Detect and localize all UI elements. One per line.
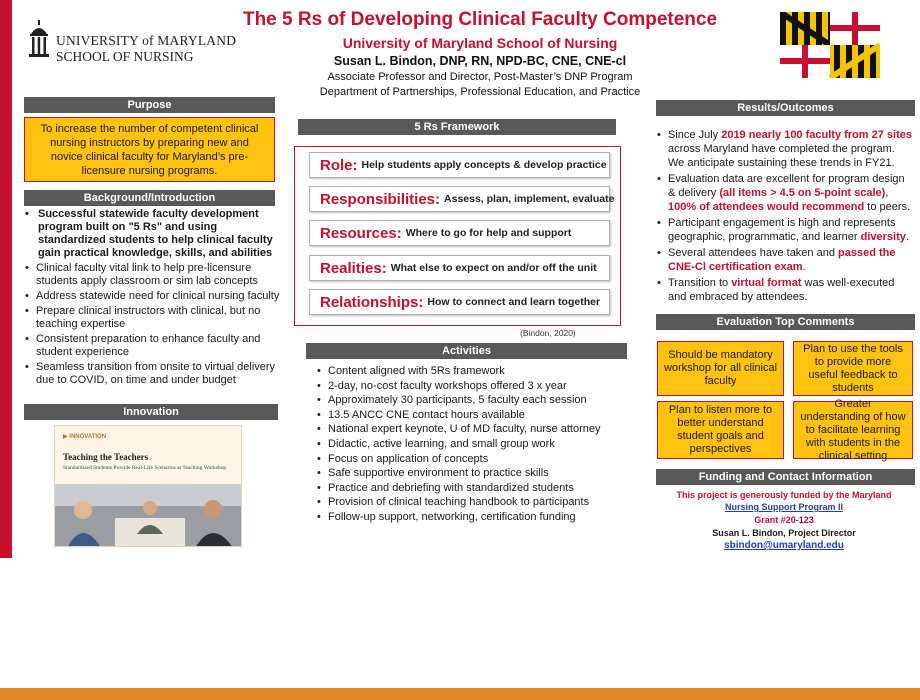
list-item: • Evaluation data are excellent for program design & delivery (all items > 4.5 on 5-point scale), 100% of attendees would recommend to peers. <box>656 172 914 214</box>
purpose-heading: Purpose <box>24 97 275 113</box>
list-item: • 13.5 ANCC CNE contact hours available <box>316 409 636 422</box>
funding-grant: Grant #20-123 <box>754 515 814 525</box>
background-heading: Background/Introduction <box>24 190 275 206</box>
list-item: • Successful statewide faculty development program built on "5 Rs" and using standardized students to help clinical faculty gain practical knowledge, skills, and abilities <box>24 208 284 260</box>
purpose-box <box>24 117 275 182</box>
list-item: • National expert keynote, U of MD faculty, nurse attorney <box>316 423 636 436</box>
list-item: • Participant engagement is high and represents geographic, programmatic, and learner diversity. <box>656 216 914 244</box>
funding-director: Susan L. Bindon, Project Director <box>712 528 856 538</box>
innovation-heading: Innovation <box>24 404 278 420</box>
list-item: • Prepare clinical instructors with clinical, but no teaching expertise <box>24 305 284 331</box>
innovation-article-image <box>54 425 242 547</box>
list-item: • Practice and debriefing with standardized students <box>316 482 636 495</box>
innovation-image-tag: ▶ INNOVATION <box>63 434 107 440</box>
list-item: • Address statewide need for clinical nursing faculty <box>24 290 284 303</box>
logo-line2: SCHOOL OF NURSING <box>56 49 194 64</box>
framework-citation: (Bindon, 2020) <box>520 328 576 338</box>
framework-heading: 5 Rs Framework <box>298 119 616 135</box>
poster-title: The 5 Rs of Developing Clinical Faculty Competence <box>242 9 718 30</box>
workshop-photo <box>55 484 242 547</box>
list-item: • Provision of clinical teaching handbook to participants <box>316 496 636 509</box>
list-item: • Approximately 30 participants, 5 faculty each session <box>316 394 636 407</box>
framework-item-relationships: Relationships: How to connect and learn together <box>309 289 610 315</box>
list-item: • Since July 2019 nearly 100 faculty from 27 sites across Maryland have completed the program. We anticipate sustaining these trends in FY21. <box>656 128 914 170</box>
funding-heading: Funding and Contact Information <box>656 469 915 485</box>
comment-box: Plan to use the tools to provide more useful feedback to students <box>793 341 913 396</box>
list-item: • 2-day, no-cost faculty workshops offered 3 x year <box>316 380 636 393</box>
list-item: • Clinical faculty vital link to help pre-licensure students apply classroom or sim lab concepts <box>24 262 284 288</box>
results-heading: Results/Outcomes <box>656 100 915 116</box>
contact-email-link[interactable]: sbindon@umaryland.edu <box>724 540 844 551</box>
innovation-image-subtitle: Standardized Students Provide Real-Life Scenarios at Teaching Workshop <box>63 465 227 471</box>
funding-line1: This project is generously funded by the Maryland <box>676 490 892 500</box>
comment-box: Should be mandatory workshop for all clinical faculty <box>657 341 784 396</box>
framework-item-realities: Realities: What else to expect on and/or off the unit <box>309 255 610 281</box>
list-item: • Didactic, active learning, and small group work <box>316 438 636 451</box>
framework-item-role: Role: Help students apply concepts & develop practice <box>309 152 610 178</box>
university-logo <box>28 20 237 70</box>
activities-list <box>316 365 636 526</box>
list-item: • Several attendees have taken and passed the CNE-Cl certification exam. <box>656 246 914 274</box>
bottom-accent-bar <box>0 688 920 700</box>
dome-logo-icon <box>28 20 50 58</box>
framework-item-responsibilities: Responsibilities: Assess, plan, implement, evaluate <box>309 186 610 212</box>
funding-program-link[interactable]: Nursing Support Program II <box>724 502 843 512</box>
list-item: • Transition to virtual format was well-executed and embraced by attendees. <box>656 276 914 304</box>
list-item: • Safe supportive environment to practice skills <box>316 467 636 480</box>
maryland-flag-icon <box>780 12 880 78</box>
author-line: Susan L. Bindon, DNP, RN, NPD-BC, CNE, CNE-cl <box>333 54 627 68</box>
innovation-image-title: Teaching the Teachers <box>63 452 149 462</box>
framework-item-resources: Resources: Where to go for help and support <box>309 220 610 246</box>
comment-box: Greater understanding of how to facilitate learning with students in the clinical setting <box>793 401 913 459</box>
logo-line1: UNIVERSITY of MARYLAND <box>56 33 237 48</box>
framework-box <box>294 146 621 326</box>
affiliation-line2: Department of Partnerships, Professional Education, and Practice <box>319 86 641 98</box>
left-accent-bar <box>0 0 12 558</box>
background-list <box>24 208 284 389</box>
list-item: • Follow-up support, networking, certification funding <box>316 511 636 524</box>
activities-heading: Activities <box>306 343 627 359</box>
list-item: • Focus on application of concepts <box>316 453 636 466</box>
list-item: • Seamless transition from onsite to virtual delivery due to COVID, on time and under budget <box>24 361 284 387</box>
purpose-text: To increase the number of competent clinical nursing instructors by preparing new and novice clinical faculty for Maryland’s pre-licensure nursing programs. <box>40 122 259 177</box>
list-item: • Consistent preparation to enhance faculty and student experience <box>24 333 284 359</box>
comments-heading: Evaluation Top Comments <box>656 314 915 330</box>
results-list <box>656 128 914 306</box>
poster-subtitle: University of Maryland School of Nursing <box>342 35 618 51</box>
affiliation-line1: Associate Professor and Director, Post-Master’s DNP Program <box>327 71 633 83</box>
list-item: • Content aligned with 5Rs framework <box>316 365 636 378</box>
comment-box: Plan to listen more to better understand student goals and perspectives <box>657 401 784 459</box>
